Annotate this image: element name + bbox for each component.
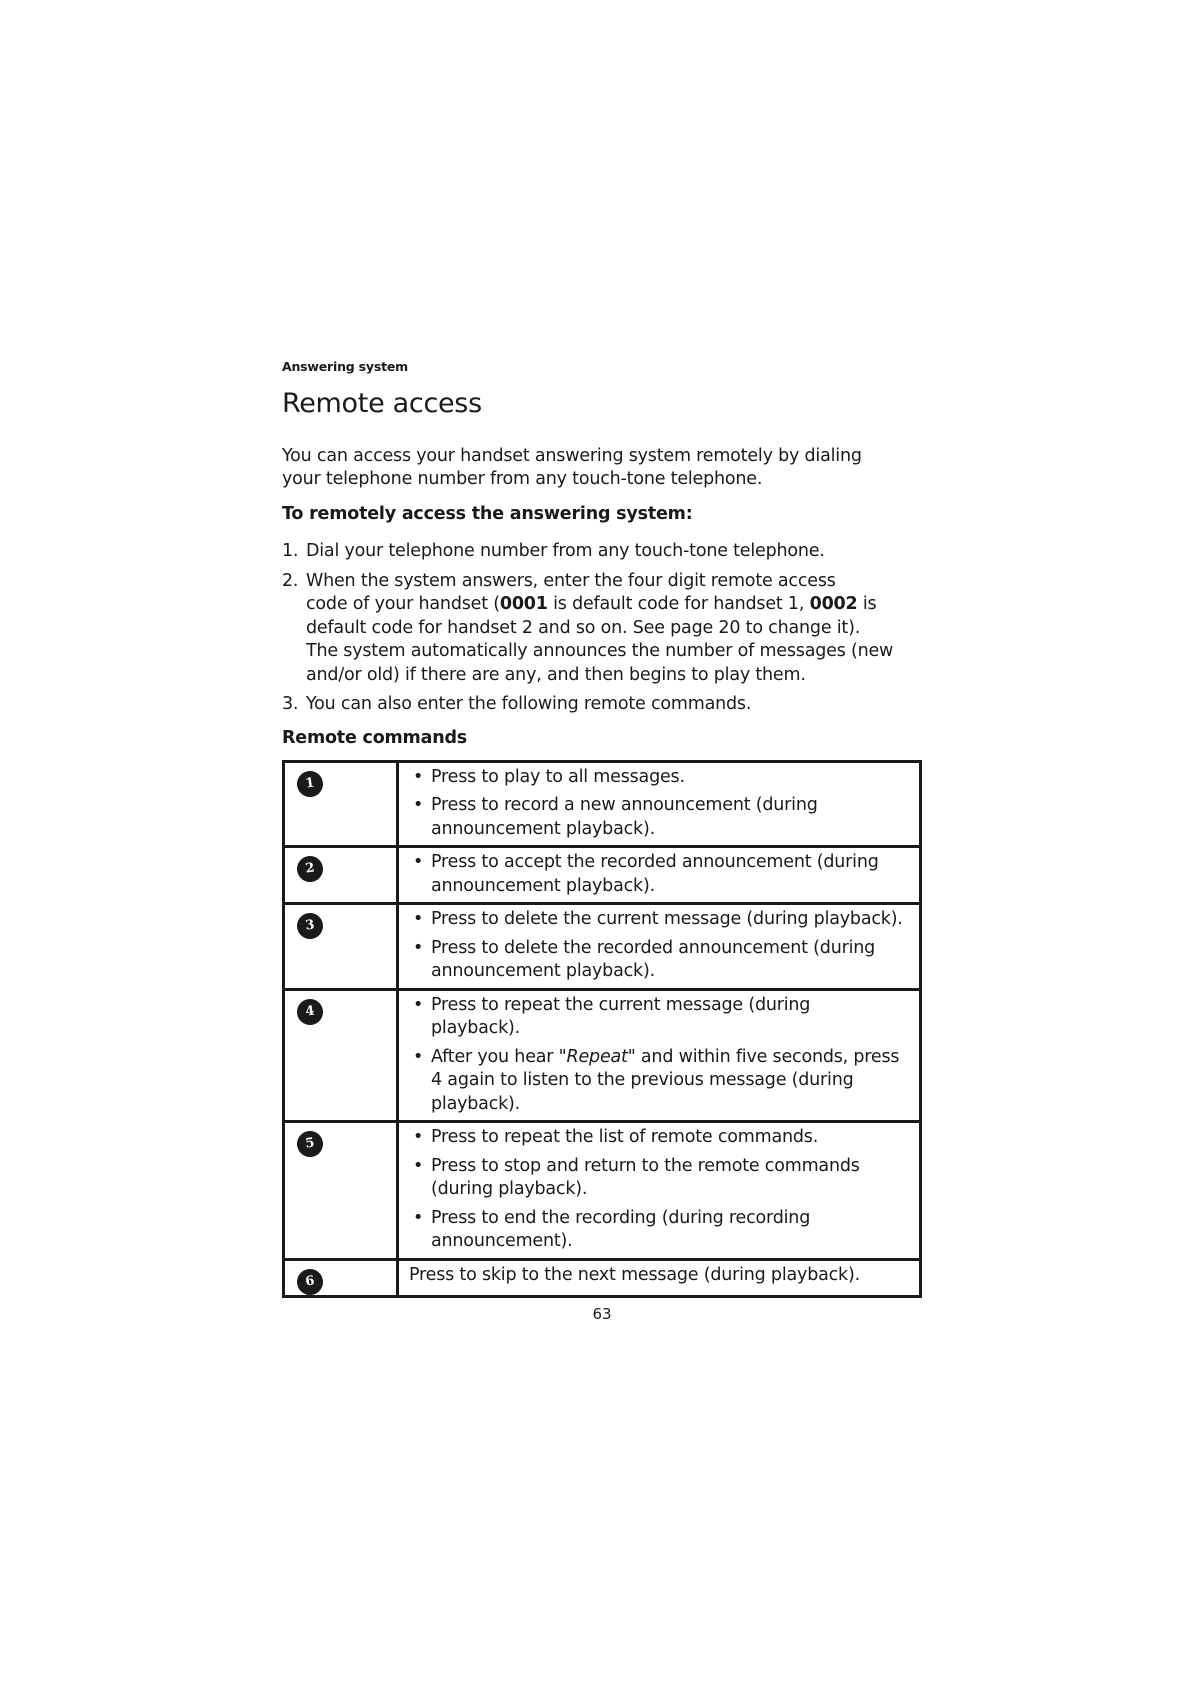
command-row [284, 847, 921, 904]
command-line: Press to repeat the current message (during [431, 994, 811, 1015]
keypad-4-icon: 4 [295, 997, 324, 1026]
command-bullet [407, 1126, 911, 1150]
command-bullet [407, 937, 911, 984]
intro-line: your telephone number from any touch-tone telephone. [282, 469, 763, 489]
step-number: 3. [282, 694, 299, 714]
command-line: Press to end the recording (during recording [431, 1207, 811, 1228]
step-number: 2. [282, 570, 299, 591]
command-key-cell [284, 847, 398, 904]
command-row [284, 1259, 921, 1296]
command-description-cell [398, 847, 921, 904]
command-line: announcement playback). [431, 961, 655, 981]
command-line: After you hear "Repeat" and within five seconds, press [431, 1046, 900, 1067]
steps-heading: To remotely access the answering system: [282, 504, 693, 524]
command-line: 4 again to listen to the previous message (during [431, 1070, 854, 1090]
manual-page [282, 358, 922, 1324]
keypad-2-icon: 2 [295, 854, 324, 883]
bullet-icon: • [413, 1046, 424, 1067]
keypad-3-icon: 3 [295, 911, 324, 940]
command-bullet [407, 851, 911, 898]
step-line: code of your handset (0001 is default code for handset 1, 0002 is [306, 594, 877, 614]
bullet-icon: • [413, 937, 424, 958]
keypad-5-icon: 5 [295, 1129, 324, 1158]
bullet-icon: • [413, 766, 424, 787]
bullet-icon: • [413, 909, 424, 929]
bullet-icon: • [413, 1127, 424, 1147]
intro-paragraph [282, 445, 922, 491]
step-line: default code for handset 2 and so on. See page 20 to change it). [306, 617, 861, 638]
step-item [282, 540, 922, 564]
section-label: Answering system [282, 359, 408, 374]
command-bullet [407, 1207, 911, 1254]
step-line: When the system answers, enter the four digit remote access [306, 570, 836, 591]
command-line: announcement playback). [431, 818, 655, 839]
command-bullet [407, 794, 911, 841]
command-bullet-list [407, 994, 911, 1117]
step-line: Dial your telephone number from any touch-tone telephone. [306, 541, 825, 561]
command-bullet [407, 766, 911, 790]
command-line: playback). [431, 1093, 521, 1114]
command-row [284, 904, 921, 990]
command-line: Press to stop and return to the remote commands [431, 1155, 860, 1176]
command-description-cell [398, 1259, 921, 1296]
steps-list [282, 540, 922, 717]
command-line: Press to play to all messages. [431, 766, 685, 787]
command-row [284, 1122, 921, 1260]
step-line: You can also enter the following remote commands. [306, 694, 752, 714]
command-line: Press to accept the recorded announcement (during [431, 852, 879, 872]
command-line: Press to record a new announcement (during [431, 795, 818, 815]
command-description-cell [398, 761, 921, 847]
bullet-icon: • [413, 1155, 424, 1176]
command-bullet [407, 1046, 911, 1117]
command-description-cell [398, 989, 921, 1122]
step-number: 1. [282, 541, 299, 561]
command-line: announcement playback). [431, 875, 655, 896]
command-bullet-list [407, 908, 911, 984]
command-line: Press to delete the recorded announcement (during [431, 937, 876, 958]
command-bullet-list [407, 766, 911, 842]
command-bullet [407, 1155, 911, 1202]
bullet-icon: • [413, 1207, 424, 1228]
command-bullet [407, 908, 911, 932]
command-line: announcement). [431, 1231, 573, 1251]
command-key-cell [284, 1122, 398, 1260]
keypad-6-icon: 6 [295, 1267, 324, 1296]
command-description-cell [398, 904, 921, 990]
command-description-cell [398, 1122, 921, 1260]
command-line: playback). [431, 1018, 521, 1038]
command-row [284, 989, 921, 1122]
remote-commands-table [282, 760, 922, 1298]
command-line: (during playback). [431, 1179, 588, 1199]
command-key-cell [284, 904, 398, 990]
bullet-icon: • [413, 852, 424, 872]
bullet-icon: • [413, 994, 424, 1015]
command-key-cell [284, 989, 398, 1122]
bullet-icon: • [413, 795, 424, 815]
command-text: Press to skip to the next message (during playback). [409, 1264, 860, 1285]
command-key-cell [284, 1259, 398, 1296]
command-line: Press to delete the current message (during playback). [431, 909, 903, 929]
page-number: 63 [592, 1304, 612, 1323]
keypad-1-icon: 1 [295, 769, 324, 798]
command-bullet-list [407, 1126, 911, 1254]
page-title: Remote access [282, 388, 482, 419]
step-item [282, 570, 922, 688]
command-key-cell [284, 761, 398, 847]
intro-line: You can access your handset answering system remotely by dialing [282, 446, 862, 466]
command-bullet-list [407, 851, 911, 898]
command-row [284, 761, 921, 847]
command-line: Press to repeat the list of remote commands. [431, 1127, 819, 1147]
commands-heading: Remote commands [282, 727, 468, 748]
step-line: and/or old) if there are any, and then begins to play them. [306, 664, 806, 685]
step-item [282, 693, 922, 717]
step-line: The system automatically announces the number of messages (new [306, 641, 894, 661]
command-bullet [407, 994, 911, 1041]
